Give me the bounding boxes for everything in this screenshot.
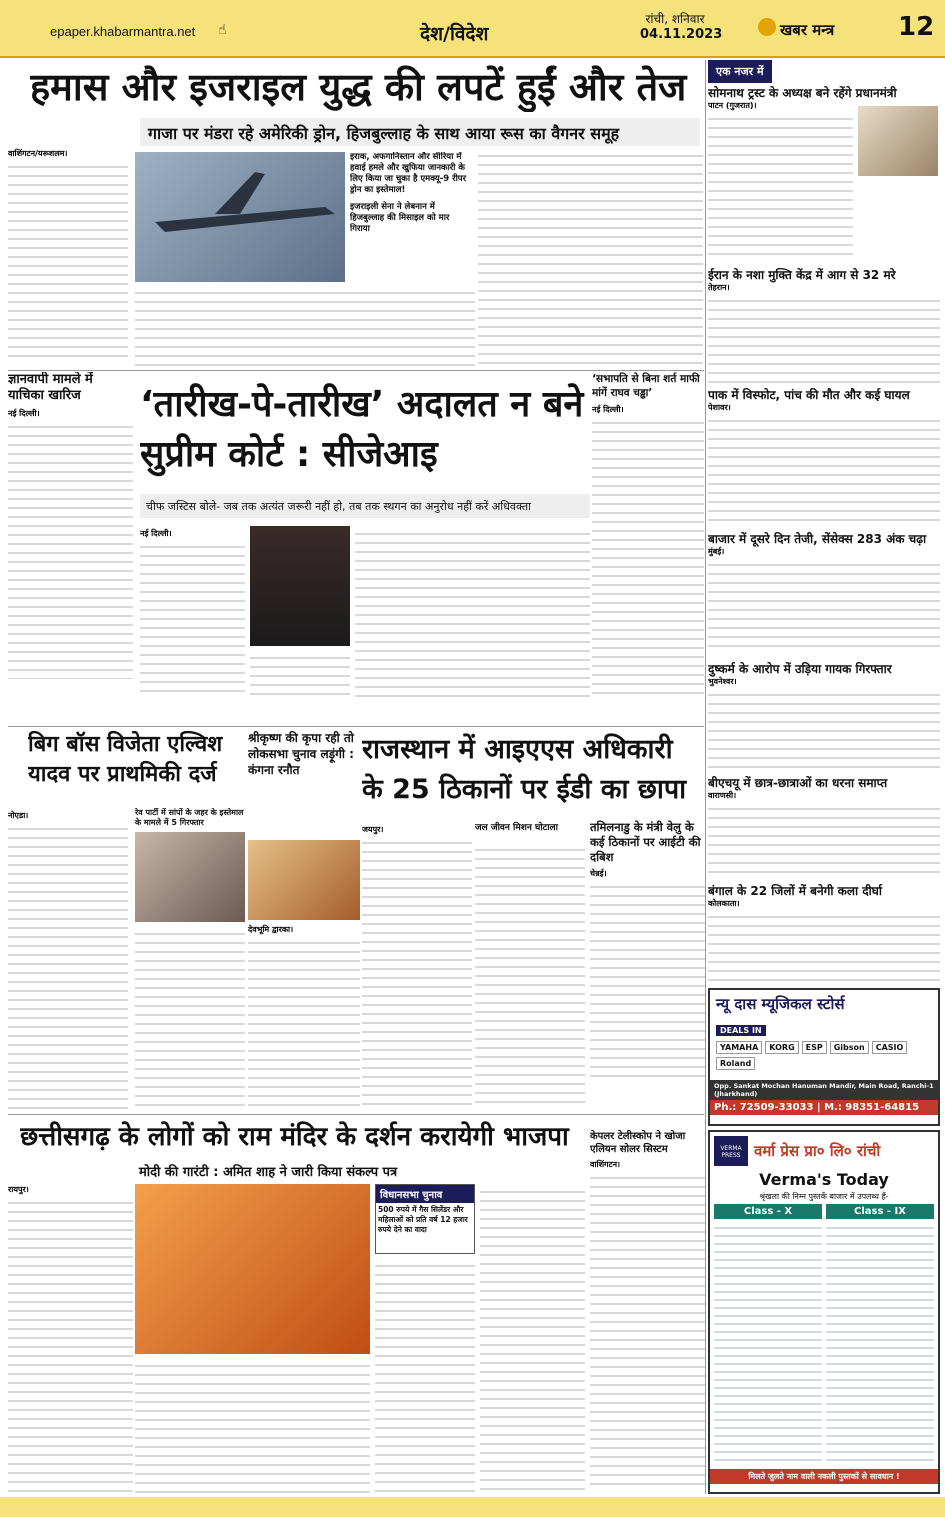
nazar-item-4-headline: बाजार में दूसरे दिन तेजी, सेंसेक्स 283 अंक चढ़ा [708, 532, 927, 546]
nazar-item-7-body [708, 909, 940, 981]
nazar-item-7 [708, 884, 940, 984]
lead-bullet-1: इराक, अफगानिस्तान और सीरिया में हवाई हमले और खुफिया जानकारी के लिए किया जा चुका है एमक्यू-9 रीपर ड्रोन का इस्तेमाल! [350, 152, 467, 195]
verma-footer: मिलते जुलते नाम वाली नकली पुस्तकों से सावधान ! [710, 1469, 938, 1484]
nazar-item-5-body [708, 687, 940, 769]
class-x-label: Class - X [714, 1204, 822, 1219]
verma-ad-top [710, 1132, 938, 1170]
kepler-story [590, 1130, 705, 1494]
bigboss-body [8, 821, 128, 1110]
dateline-box [640, 10, 723, 42]
gyanvapi-body [8, 419, 133, 679]
ias-body-1 [362, 835, 472, 1110]
ias-body-2 [475, 842, 585, 1110]
cji-body-3 [355, 526, 590, 698]
cji-dateline: नई दिल्ली। [140, 529, 172, 538]
lead-body-right [478, 148, 703, 368]
bigboss-headline-box [28, 730, 243, 805]
nazar-item-1-body [708, 111, 853, 261]
cg-subhead: मोदी की गारंटी : अमित शाह ने जारी किया संकल्प पत्र [139, 1165, 398, 1180]
sidebar-divider [705, 60, 706, 1494]
gyanvapi-headline: ज्ञानवापी मामले में याचिका खारिज [8, 372, 93, 403]
cursor-icon: ☝ [218, 22, 227, 38]
class-ix-label: Class - IX [826, 1204, 934, 1219]
brand-logo-icon [758, 18, 776, 36]
cg-body-2 [135, 1358, 370, 1494]
tamil-dateline: चेन्नई। [590, 869, 607, 878]
kepler-body [590, 1170, 705, 1490]
brand-logo: KORG [765, 1041, 798, 1054]
cji-subhead-box [140, 494, 590, 518]
cji-headline-box [140, 380, 590, 492]
site-url[interactable]: epaper.khabarmantra.net [50, 24, 196, 39]
cji-body-1 [140, 539, 245, 698]
cji-photo [250, 526, 350, 646]
cg-box-text: 500 रुपये में गैस सिलेंडर और महिलाओं को प्रति वर्ष 12 हजार रुपये देने का वादा [378, 1205, 468, 1234]
drone-icon [135, 152, 345, 282]
cji-subhead: चीफ जस्टिस बोले- जब तक अत्यंत जरूरी नहीं हो, तब तक स्थगन का अनुरोध नहीं करें अधिवक्ता [146, 500, 531, 513]
nazar-item-7-dateline: कोलकाता। [708, 899, 740, 908]
nazar-item-3 [708, 388, 940, 528]
ias-col1 [362, 824, 472, 1110]
nazar-item-3-headline: पाक में विस्फोट, पांच की मौत और कई घायल [708, 388, 910, 402]
verma-price-lists [710, 1219, 938, 1469]
bigboss-dateline: नोएडा। [8, 811, 29, 820]
kangana-photo [248, 840, 360, 920]
cji-body-2 [250, 650, 350, 698]
raghav-headline: ‘सभापति से बिना शर्त माफी मांगें राघव चड्ढा’ [592, 373, 700, 399]
elvish-photo [135, 832, 245, 922]
brand-logo: YAMAHA [716, 1041, 762, 1054]
kangana-body [248, 935, 360, 1110]
nazar-item-1-dateline: पाटन (गुजरात)। [708, 101, 757, 110]
issue-date: 04.11.2023 [640, 27, 723, 42]
tamil-story [590, 820, 705, 1110]
kepler-dateline: वाशिंगटन। [590, 1160, 621, 1169]
lead-dateline: वाशिंगटन/यरूशलम। [8, 149, 68, 158]
cg-dateline: रायपुर। [8, 1185, 29, 1194]
nazar-item-3-body [708, 413, 940, 523]
kangana-dateline: देवभूमि द्वारका। [248, 925, 294, 934]
class-x-price-list [714, 1221, 822, 1467]
brand-name: खबर मन्त्र [780, 21, 835, 39]
nazar-item-4 [708, 532, 940, 658]
nazar-item-2-headline: ईरान के नशा मुक्ति केंद्र में आग से 32 मरे [708, 268, 896, 282]
bigboss-headline: बिग बॉस विजेता एल्विश यादव पर प्राथमिकी दर्ज [28, 732, 223, 787]
nazar-item-3-dateline: पेशावर। [708, 403, 731, 412]
bigboss-body-2 [135, 926, 245, 1106]
music-ad-address: Opp. Sankat Mochan Hanuman Mandir, Main Road, Ranchi-1 (Jharkhand) [710, 1080, 938, 1100]
cg-col1 [8, 1184, 133, 1494]
ias-headline-box [362, 730, 702, 816]
divider-3 [8, 1114, 704, 1115]
lead-subhead: गाजा पर मंडरा रहे अमेरिकी ड्रोन, हिजबुल्लाह के साथ आया रूस का वैगनर समूह [148, 124, 620, 143]
lead-body-lower [135, 285, 475, 367]
nazar-item-5-headline: दुष्कर्म के आरोप में उड़िया गायक गिरफ्तार [708, 662, 892, 676]
nazar-item-6-body [708, 801, 940, 879]
ias-tag-box [475, 820, 585, 838]
bigboss-caption: रेव पार्टी में सांपों के जहर के इस्तेमाल के मामले में 5 गिरफ्तार [135, 808, 244, 827]
cji-headline: ‘तारीख-पे-तारीख’ अदालत न बने सुप्रीम कोर्ट : सीजेआइ [140, 384, 584, 475]
lead-headline-box [30, 64, 690, 112]
music-ad-deals: DEALS IN [716, 1025, 766, 1036]
bigboss-col2 [135, 808, 245, 1108]
cg-body-4 [480, 1184, 585, 1494]
bigboss-col1 [8, 810, 128, 1110]
cg-box [375, 1184, 475, 1254]
page-footer [0, 1497, 945, 1517]
cg-headline: छत्तीसगढ़ के लोगों को राम मंदिर के दर्शन करायेगी भाजपा [20, 1122, 569, 1152]
nazar-item-7-headline: बंगाल के 22 जिलों में बनेगी कला दीर्घा [708, 884, 882, 898]
modi-photo [858, 106, 938, 176]
nazar-item-2-dateline: तेहरान। [708, 283, 730, 292]
nazar-item-5-dateline: भुवनेश्वर। [708, 677, 737, 686]
lead-body-text [8, 159, 128, 364]
page-header [0, 0, 945, 58]
raghav-body [592, 415, 704, 695]
raghav-story [592, 372, 704, 702]
lead-bullet-2: इजराइली सेना ने लेबनान में हिजबुल्लाह की मिसाइल को मार गिराया [350, 202, 450, 234]
brand-logo: Roland [716, 1057, 755, 1070]
class-ix-price-list [826, 1221, 934, 1467]
amit-shah-photo [135, 1184, 370, 1354]
city-day: रांची, शनिवार [645, 12, 705, 26]
raghav-dateline: नई दिल्ली। [592, 405, 624, 414]
cg-subhead-box [135, 1160, 465, 1182]
page-number: 12 [898, 12, 935, 42]
nazar-item-6 [708, 776, 940, 880]
gyanvapi-story [8, 372, 133, 692]
lead-bullets [350, 152, 470, 282]
cg-box-title: विधानसभा चुनाव [376, 1185, 474, 1203]
lead-col1 [8, 148, 128, 368]
nazar-item-6-dateline: वाराणसी। [708, 791, 737, 800]
nazar-tag: एक नजर में [708, 60, 772, 83]
ias-dateline: जयपुर। [362, 825, 384, 834]
drone-photo [135, 152, 345, 282]
kepler-headline: केपलर टेलीस्कोप ने खोजा एलियन सोलर सिस्टम [590, 1131, 686, 1155]
music-ad-brands [710, 1037, 938, 1074]
music-store-ad[interactable] [708, 988, 940, 1126]
kangana-body-box [248, 924, 360, 1110]
ias-tag: जल जीवन मिशन घोटाला [475, 823, 558, 833]
nazar-item-5 [708, 662, 940, 772]
nazar-item-2 [708, 268, 940, 384]
kangana-headline: श्रीकृष्ण की कृपा रही तो लोकसभा चुनाव लड़ूंगी : कंगना रनौत [248, 731, 354, 777]
verma-brand: Verma's Today [759, 1170, 889, 1189]
cg-body-3 [375, 1258, 475, 1494]
lead-headline: हमास और इजराइल युद्ध की लपटें हुईं और तेज [30, 65, 687, 109]
nazar-item-4-body [708, 557, 940, 652]
cji-col1 [140, 528, 245, 698]
nazar-item-1 [708, 86, 940, 262]
brand-logo: ESP [802, 1041, 827, 1054]
verma-tagline: श्रृंखला की निम्न पुस्तकें बाजार में उपलब्ध हैं- [759, 1192, 889, 1201]
verma-press-ad[interactable] [708, 1130, 940, 1494]
divider-1 [8, 370, 704, 371]
cg-headline-box [20, 1118, 590, 1158]
brand-logo: CASIO [872, 1041, 908, 1054]
nazar-tag-box [708, 60, 940, 84]
music-ad-title: न्यू दास म्यूजिकल स्टोर्स [716, 995, 845, 1013]
tamil-headline: तमिलनाडु के मंत्री वेलु के कई ठिकानों पर आईटी की दबिश [590, 820, 701, 864]
verma-logo: VERMA PRESS [714, 1136, 748, 1166]
lead-subhead-box [140, 118, 700, 146]
nazar-item-4-dateline: मुंबई। [708, 547, 725, 556]
nazar-item-2-body [708, 293, 940, 383]
kangana-headline-box [248, 730, 358, 840]
verma-ad-title: वर्मा प्रेस प्रा० लि० रांची [754, 1142, 881, 1160]
nazar-item-6-headline: बीएचयू में छात्र-छात्राओं का धरना समाप्त [708, 776, 888, 790]
music-ad-phone: Ph.: 72509-33033 | M.: 98351-64815 [710, 1100, 938, 1115]
section-title: देश/विदेश [420, 23, 489, 45]
brand-logo: Gibson [830, 1041, 869, 1054]
divider-2 [8, 726, 704, 727]
verma-class-bar [710, 1204, 938, 1219]
gyanvapi-dateline: नई दिल्ली। [8, 409, 40, 418]
nazar-item-1-headline: सोमनाथ ट्रस्ट के अध्यक्ष बने रहेंगे प्रधानमंत्री [708, 86, 897, 100]
ias-headline: राजस्थान में आइएएस अधिकारी के 25 ठिकानों पर ईडी का छापा [362, 734, 687, 805]
tamil-body [590, 879, 705, 1084]
cg-body-1 [8, 1195, 133, 1494]
